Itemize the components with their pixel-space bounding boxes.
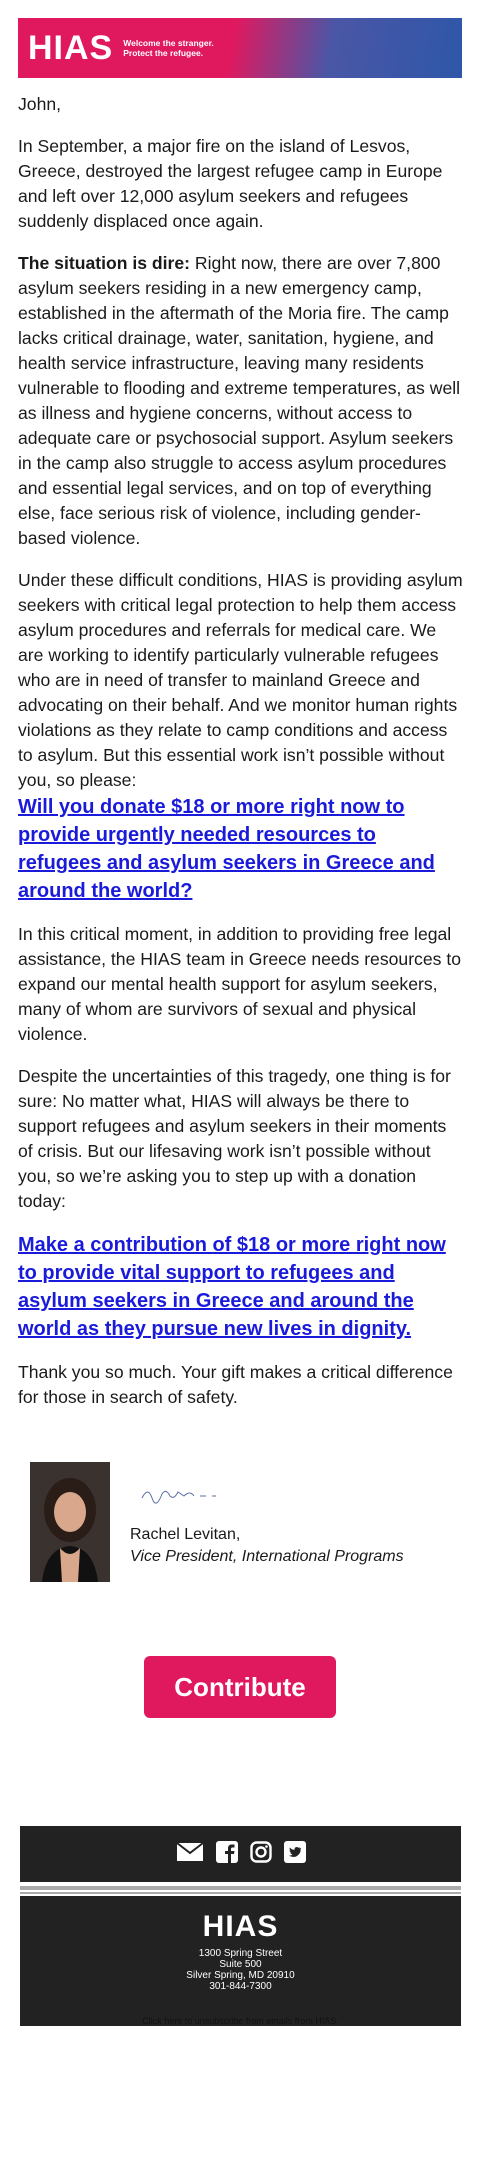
unsubscribe-link[interactable]: Click here to unsubscribe from emails from HIAS. [142,2016,339,2026]
facebook-icon[interactable] [216,1841,238,1868]
hias-logo: HIAS [28,28,114,67]
handwritten-signature [140,1484,230,1504]
address-line-3: Silver Spring, MD 20910 [186,1970,295,1981]
paragraph-1: In September, a major fire on the island of Lesvos, Greece, destroyed the largest refugee camp in Europe and left over 12,000 asylum seekers and refugees suddenly displaced once again. [18,136,443,231]
tagline-line-2: Protect the refugee. [123,48,204,58]
social-bar [20,1826,461,1882]
paragraph-3-text: Under these difficult conditions, HIAS is providing asylum seekers with critical legal protection to help them access asylum procedures and referrals for medical care. We are working to identify particularly vulnerable refugees who are in need of transfer to mainland Greece and advocating on their behalf. And we monitor human rights violations as they relate to camp conditions and access to asylum. But this essential work isn’t possible without you, so please: [18,570,463,790]
signer-title: Vice President, International Programs [130,1548,404,1565]
footer-address [20,1948,461,1992]
donate-link-2[interactable]: Make a contribution of $18 or more right now to provide vital support to refugees and asylum seekers in Greece and around the world as they pursue new lives in dignity. [18,1234,446,1340]
donate-link-1[interactable]: Will you donate $18 or more right now to provide urgently needed resources to refugees and asylum seekers in Greece and around the world? [18,796,435,902]
paragraph-4: In this critical moment, in addition to providing free legal assistance, the HIAS team in Greece needs resources to expand our mental health support for asylum seekers, many of whom are survivors of sexual and physical violence. [18,924,461,1044]
cta-paragraph-2 [18,1231,464,1343]
email-body [18,92,464,1427]
address-line-2: Suite 500 [219,1959,262,1970]
paragraph-2 [18,251,464,551]
mail-icon[interactable] [176,1842,204,1867]
signer-name: Rachel Levitan, [130,1526,241,1543]
footer-divider-thin [20,1892,461,1894]
tagline-line-1: Welcome the stranger. [123,38,214,48]
paragraph-2-text: Right now, there are over 7,800 asylum seekers residing in a new emergency camp, established in the aftermath of the Moria fire. The camp lacks critical drainage, water, sanitation, hygiene, and health service infrastructure, leaving many residents vulnerable to flooding and extreme temperatures, as well as illness and hygiene concerns, without access to adequate care or psychosocial support. Asylum seekers in the camp also struggle to access asylum procedures and essential legal services, and on top of everything else, face serious risk of violence, including gender-based violence. [18,253,461,548]
footer-divider [20,1886,461,1890]
phone-number: 301-844-7300 [209,1981,272,1992]
address-line-1: 1300 Spring Street [198,1948,283,1959]
paragraph-3 [18,568,464,905]
portrait-image [30,1462,110,1582]
twitter-icon[interactable] [284,1841,306,1868]
footer-hias-logo[interactable]: HIAS [202,1910,279,1943]
contribute-button[interactable]: Contribute [144,1656,336,1718]
situation-dire-label: The situation is dire: [18,253,191,273]
footer [20,1896,461,2026]
header-banner[interactable] [18,18,462,78]
paragraph-5: Despite the uncertainties of this tragedy, one thing is for sure: No matter what, HIAS will always be there to support refugees and asylum seekers in their moments of crisis. But our lifesaving work isn’t possible without you, so we’re asking you to step up with a donation today: [18,1066,451,1211]
greeting: John, [18,94,62,114]
header-tagline [123,38,233,58]
signer-photo [30,1462,110,1582]
paragraph-6: Thank you so much. Your gift makes a critical difference for those in search of safety. [18,1362,453,1407]
signature-block [30,1462,450,1582]
instagram-icon[interactable] [250,1841,272,1868]
